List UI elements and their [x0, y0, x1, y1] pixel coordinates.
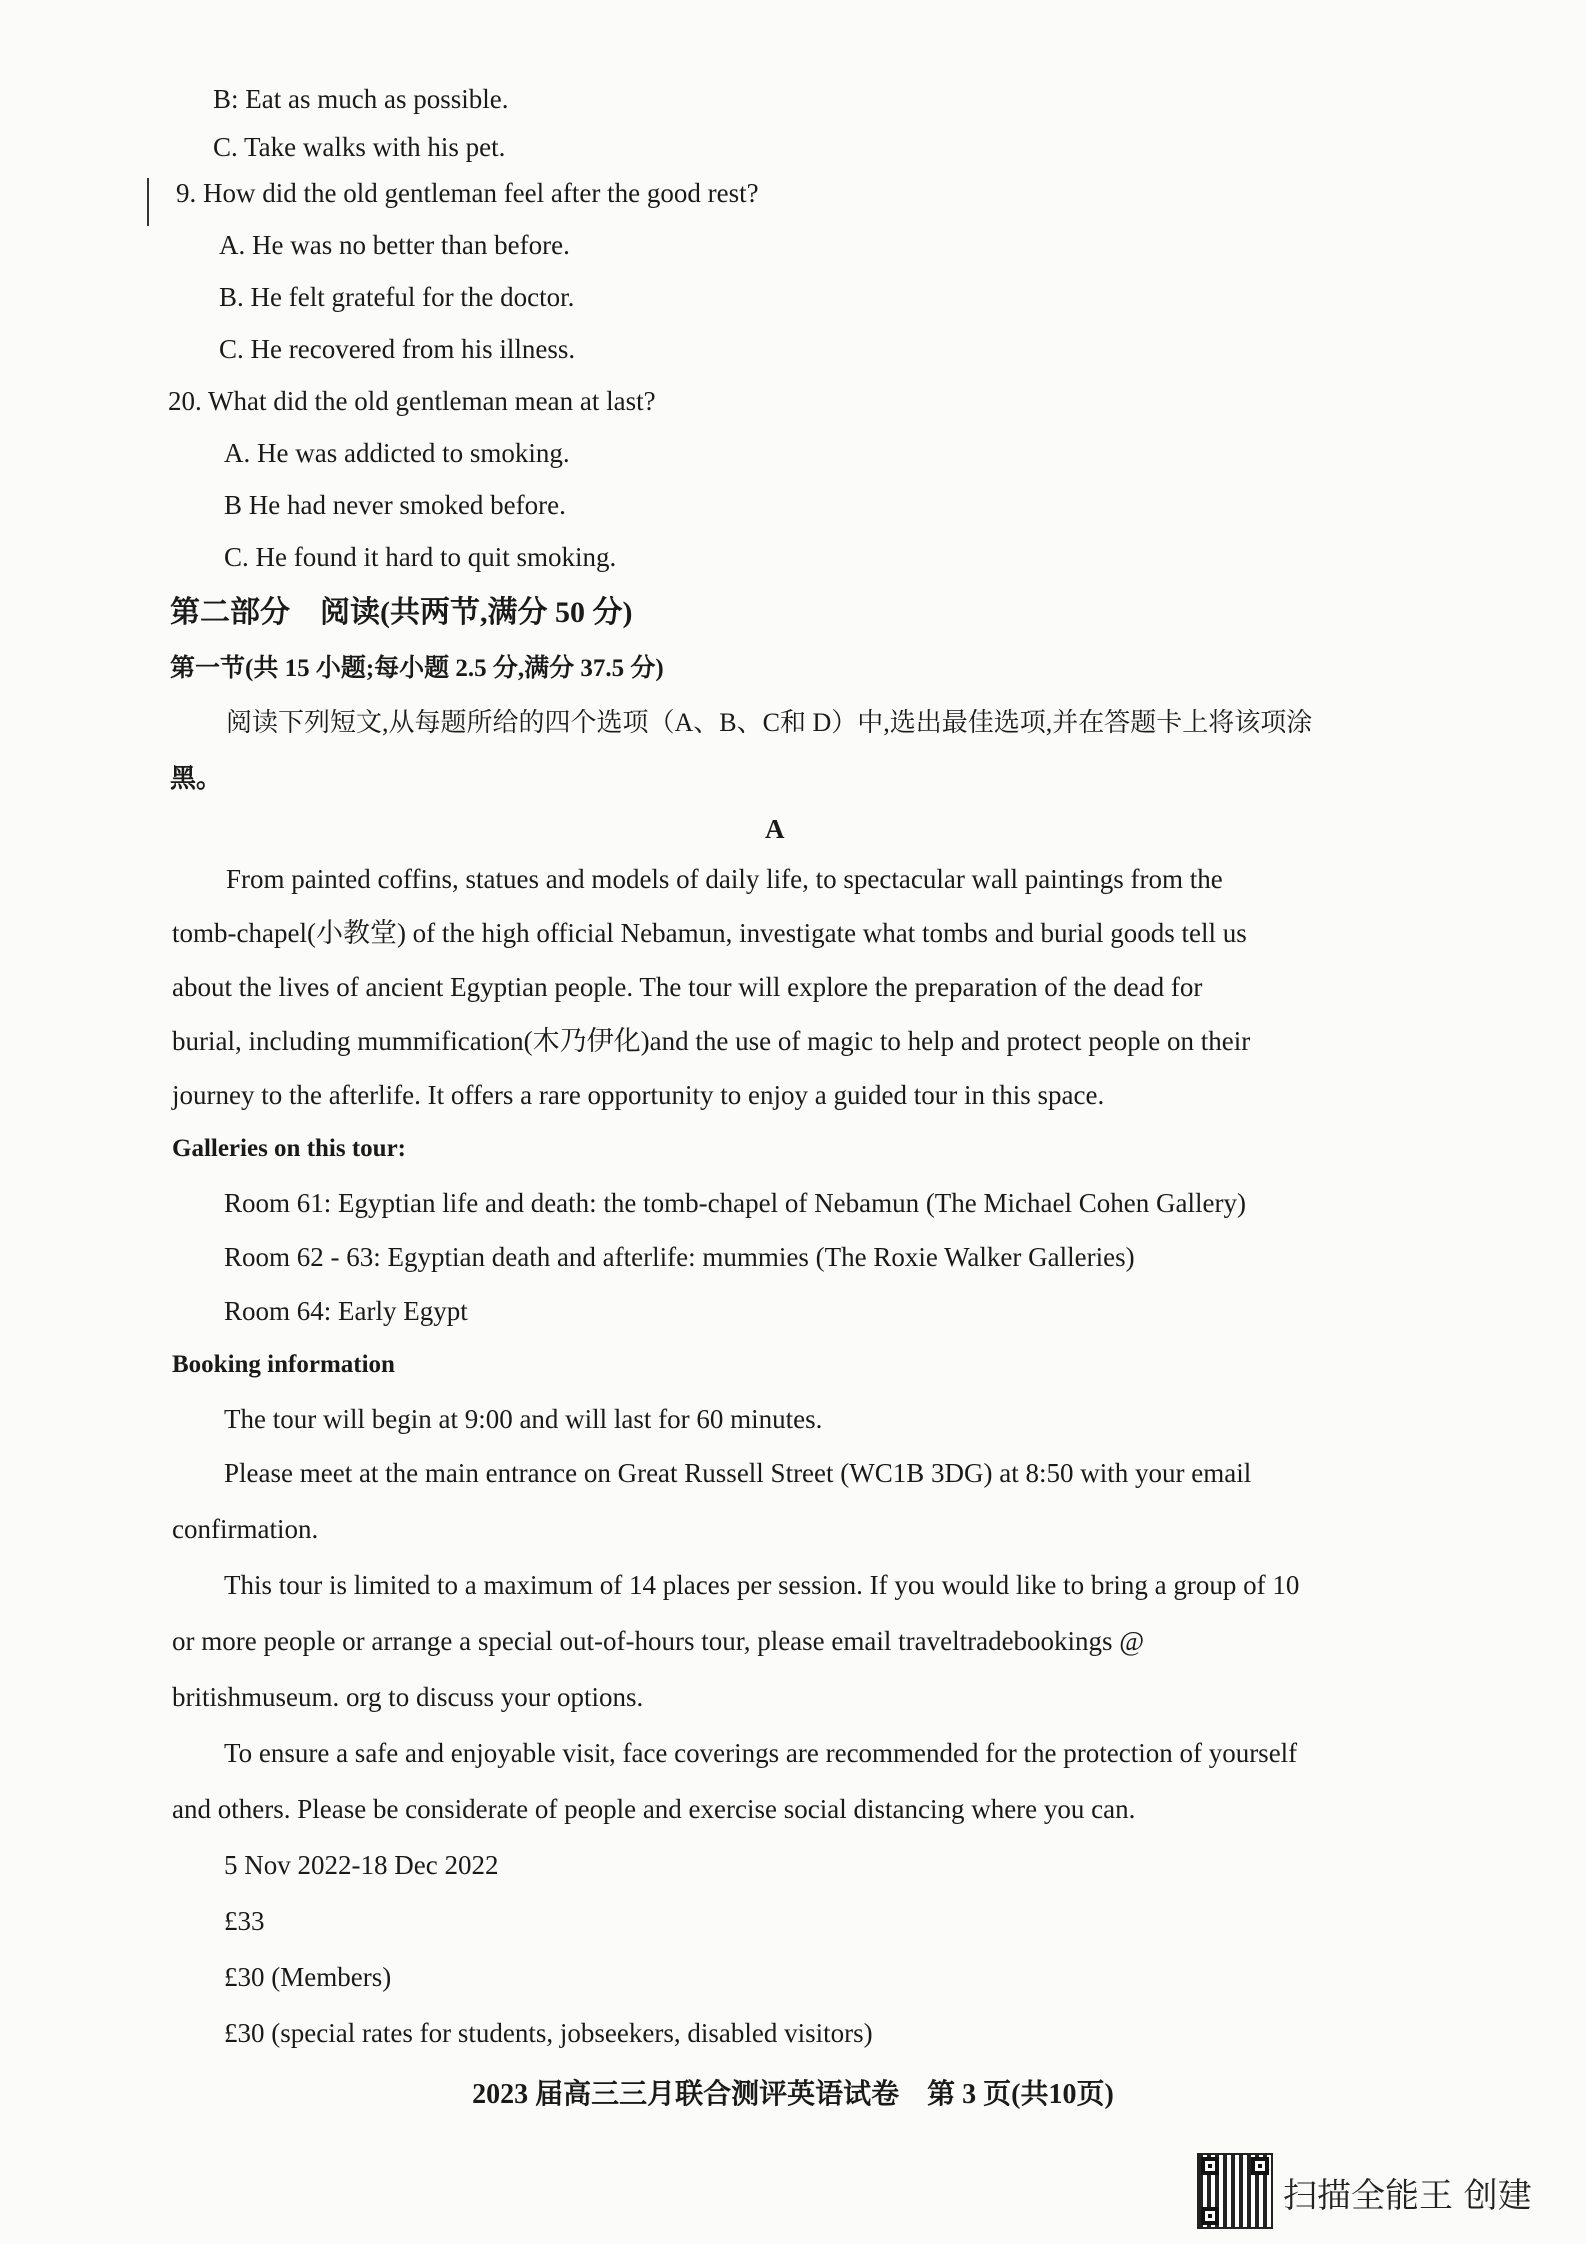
q18-option-c: C. Take walks with his pet. [213, 132, 506, 162]
room-item: Room 61: Egyptian life and death: the tomb-chapel of Nebamun (The Michael Cohen Gallery) [224, 1188, 1246, 1218]
q19-option-c: C. He recovered from his illness. [219, 334, 576, 364]
booking-heading: Booking information [172, 1351, 395, 1378]
price-standard: £33 [224, 1906, 265, 1936]
page-footer: 2023 届高三三月联合测评英语试卷 第 3 页(共10页) [472, 2079, 1114, 2110]
passage-p1-line: about the lives of ancient Egyptian people. The tour will explore the preparation of the dead for [172, 972, 1203, 1002]
tour-dates: 5 Nov 2022-18 Dec 2022 [224, 1850, 499, 1880]
q20-option-a: A. He was addicted to smoking. [224, 438, 570, 468]
section1-title: 第一节(共 15 小题;每小题 2.5 分,满分 37.5 分) [170, 655, 664, 682]
passage-p1-line: tomb-chapel(小教堂) of the high official Nebamun, investigate what tombs and burial goods tell us [172, 918, 1247, 948]
price-members: £30 (Members) [224, 1962, 392, 1992]
booking-text: To ensure a safe and enjoyable visit, face coverings are recommended for the protection of yourself [224, 1738, 1298, 1768]
q20-question [168, 384, 656, 418]
room-item: Room 62 - 63: Egyptian death and afterlife: mummies (The Roxie Walker Galleries) [224, 1242, 1135, 1272]
q19-text: How did the old gentleman feel after the good rest? [203, 178, 759, 208]
booking-text: This tour is limited to a maximum of 14 places per session. If you would like to bring a group of 10 [224, 1570, 1300, 1600]
booking-text: Please meet at the main entrance on Great Russell Street (WC1B 3DG) at 8:50 with your email [224, 1458, 1252, 1488]
booking-text: britishmuseum. org to discuss your options. [172, 1682, 644, 1712]
passage-p1-line: journey to the afterlife. It offers a rare opportunity to enjoy a guided tour in this space. [172, 1080, 1105, 1110]
q19-number: 9. [176, 178, 197, 208]
price-special: £30 (special rates for students, jobseekers, disabled visitors) [224, 2018, 873, 2048]
qr-code-icon [1197, 2153, 1273, 2229]
q18-option-b: B: Eat as much as possible. [213, 84, 509, 114]
q20-number: 20. [168, 386, 202, 416]
q19-option-b: B. He felt grateful for the doctor. [219, 282, 575, 312]
q20-option-b: B He had never smoked before. [224, 490, 566, 520]
q20-text: What did the old gentleman mean at last? [208, 386, 656, 416]
q19-option-a: A. He was no better than before. [219, 230, 570, 260]
part2-title: 第二部分 阅读(共两节,满分 50 分) [170, 596, 633, 629]
scanner-watermark: 扫描全能王 创建 [1283, 2176, 1532, 2216]
passage-p1-line: burial, including mummification(木乃伊化)and the use of magic to help and protect people on their [172, 1026, 1251, 1056]
instruction-line-1: 阅读下列短文,从每题所给的四个选项（A、B、C和 D）中,选出最佳选项,并在答题卡上将该项涂 [226, 708, 1313, 737]
room-item: Room 64: Early Egypt [224, 1296, 468, 1326]
passage-p1-line: From painted coffins, statues and models of daily life, to spectacular wall paintings from the [226, 864, 1223, 894]
passage-label: A [765, 814, 785, 844]
booking-text: The tour will begin at 9:00 and will last for 60 minutes. [224, 1404, 823, 1434]
booking-text: and others. Please be considerate of people and exercise social distancing where you can. [172, 1794, 1136, 1824]
galleries-heading: Galleries on this tour: [172, 1135, 407, 1162]
booking-text: confirmation. [172, 1514, 319, 1544]
booking-text: or more people or arrange a special out-of-hours tour, please email traveltradebookings @ [172, 1626, 1145, 1656]
q20-option-c: C. He found it hard to quit smoking. [224, 542, 617, 572]
pen-mark [147, 178, 149, 226]
instruction-line-2: 黑。 [170, 764, 223, 793]
q19-question [176, 176, 759, 210]
